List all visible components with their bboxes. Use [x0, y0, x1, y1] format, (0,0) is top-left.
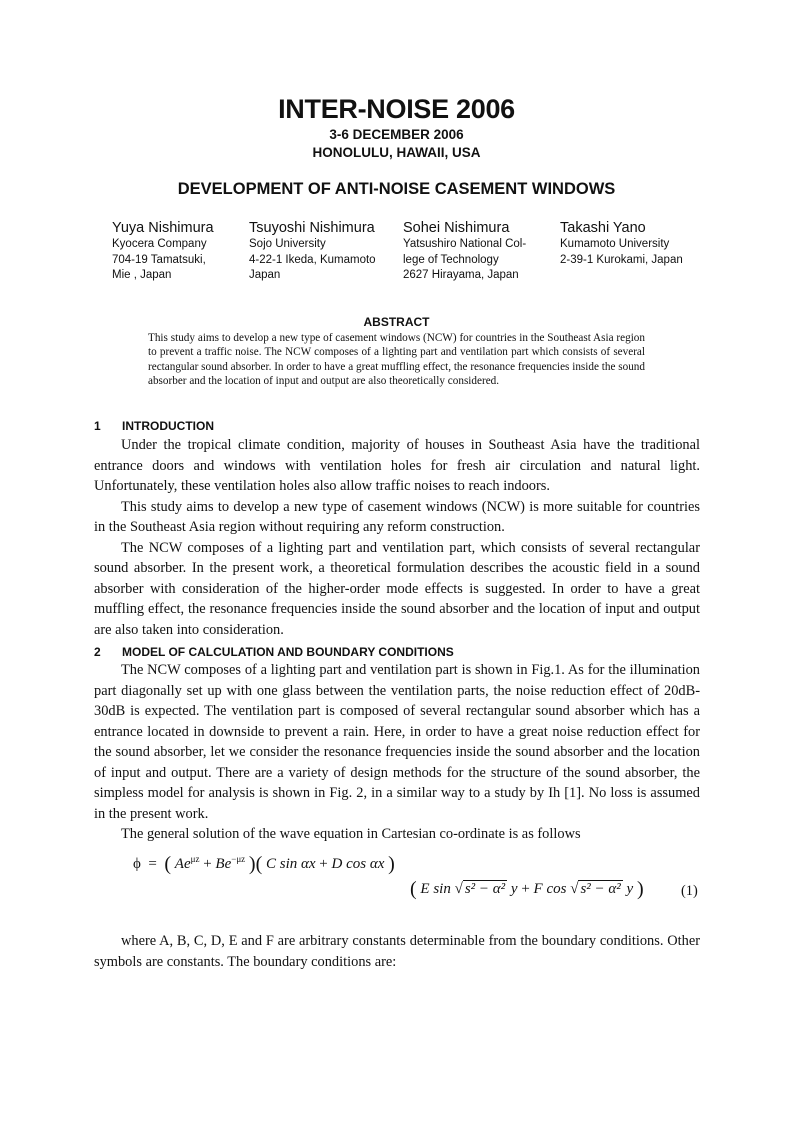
section-body — [94, 435, 700, 640]
section-number: 2 — [94, 645, 101, 659]
section-heading — [94, 645, 454, 659]
author-affiliation-line: 2627 Hirayama, Japan — [403, 269, 519, 281]
equation-radicand: s² − α² — [580, 881, 621, 897]
author-affiliation-line: lege of Technology — [403, 253, 499, 266]
paragraph: Under the tropical climate condition, majority of houses in Southeast Asia have the traditional entrance doors and windows with ventilation holes for fresh air circulation and natural light. Unfortunately, these ventilation holes also allow traffic noises to reach indoors. — [94, 437, 700, 494]
equation-number: (1) — [681, 883, 698, 899]
author-affiliation-line: 4-22-1 Ikeda, Kumamoto — [249, 253, 376, 266]
section-heading — [94, 419, 214, 433]
equation-term-f: F cos — [533, 881, 567, 897]
abstract-heading: ABSTRACT — [363, 315, 430, 329]
author-affiliation-line: Sojo University — [249, 238, 326, 250]
equation-var-y: y — [626, 881, 634, 897]
equation-line-1: ϕ = ( $Ae^{\mu z} + Be^{-\mu z}$ )( C sin αx + D cos αx ) — [133, 853, 395, 875]
section-title: INTRODUCTION — [122, 419, 214, 433]
author-affiliation-line: Mie , Japan — [112, 269, 172, 281]
equation-exponent: μz — [190, 854, 200, 864]
author-name: Takashi Yano — [560, 220, 646, 236]
equation-line-2: ( E sin √ s² − α² y + F cos √ s² − α² y ) — [410, 878, 644, 900]
equation-term-a: Ae — [174, 856, 191, 872]
equation-radicand: s² − α² — [464, 881, 506, 897]
conference-title: INTER-NOISE 2006 — [278, 94, 515, 124]
equation-plus: + — [521, 881, 530, 897]
equation-equals: = — [148, 856, 157, 872]
paragraph: This study aims to develop a new type of casement windows (NCW) is more suitable for countries in the Southeast Asia region without requiring any reform construction. — [94, 498, 700, 535]
section-body — [94, 660, 700, 845]
author-affiliation-line: Japan — [249, 269, 281, 281]
author-affiliation-line: Yatsushiro National Col- — [403, 238, 527, 250]
paragraph: The NCW composes of a lighting part and ventilation part, which consists of several rectangular sound absorber. In the present work, a theoretical formulation describes the acoustic field in a sound absorber with consideration of the higher-order mode effects is suggested. In order to have a great muffling effect, the resonance frequencies inside the sound absorber and the location of input and output are also taken into consideration. — [94, 539, 700, 638]
section-body — [94, 931, 700, 972]
paper-title: DEVELOPMENT OF ANTI-NOISE CASEMENT WINDOWS — [177, 180, 616, 198]
author-name: Sohei Nishimura — [403, 220, 510, 236]
paragraph: where A, B, C, D, E and F are arbitrary constants determinable from the boundary conditions. Other symbols are constants. The boundary conditions are: — [94, 933, 700, 970]
author-affiliation-line: 704-19 Tamatsuki, — [112, 253, 206, 266]
equation-term-c: C sin αx — [266, 856, 316, 872]
abstract-text: This study aims to develop a new type of casement windows (NCW) for countries in the Southeast Asia region to prevent a traffic noise. The NCW composes of a lighting part and ventilation part which consists of several rectangular sound absorber. In order to have a great muffling effect, the resonance frequencies inside the sound absorber and the location of input and output are also theoretically considered. — [148, 332, 645, 387]
equation-lhs: ϕ — [133, 856, 141, 872]
equation-var-y: y — [510, 881, 518, 897]
conference-dates: 3-6 DECEMBER 2006 — [329, 127, 464, 142]
section-title: MODEL OF CALCULATION AND BOUNDARY CONDITIONS — [122, 645, 454, 659]
author-block — [112, 219, 214, 284]
conference-location: HONOLULU, HAWAII, USA — [312, 145, 481, 160]
equation-exponent: −μz — [231, 854, 246, 864]
author-block — [249, 219, 376, 284]
section-number: 1 — [94, 419, 101, 433]
equation-term-d: D cos αx — [331, 856, 385, 872]
author-affiliation-line: Kyocera Company — [112, 238, 207, 250]
author-affiliation-line: Kumamoto University — [560, 238, 670, 250]
author-affiliation-line: 2-39-1 Kurokami, Japan — [560, 253, 683, 266]
equation-plus: + — [319, 856, 328, 872]
paragraph: The NCW composes of a lighting part and ventilation part is shown in Fig.1. As for the illumination part diagonally set up with one glass between the ventilation parts, the noise reduction effect of 20dB-30dB is expected. The ventilation part is composed of several rectangular sound absorber which has a entrance located in downside to prevent a rain. Here, in order to have a great noise reduction effect for the sound absorber, let we consider the resonance frequencies inside the sound absorber and the location of input and output. There are a variety of design methods for the structure of the sound absorber, the simpless model for analysis is shown in Fig. 2, in a similar way to a study by Ih [1]. No loss is assumed in the present work. — [94, 662, 700, 822]
author-block — [403, 219, 526, 284]
author-block — [560, 219, 683, 268]
author-name: Yuya Nishimura — [112, 220, 214, 236]
equation-term-b: Be — [215, 856, 232, 872]
equation-term-e: E sin — [420, 881, 451, 897]
equation-plus: + — [203, 856, 212, 872]
author-name: Tsuyoshi Nishimura — [249, 220, 375, 236]
paragraph: The general solution of the wave equation in Cartesian co-ordinate is as follows — [121, 826, 581, 842]
